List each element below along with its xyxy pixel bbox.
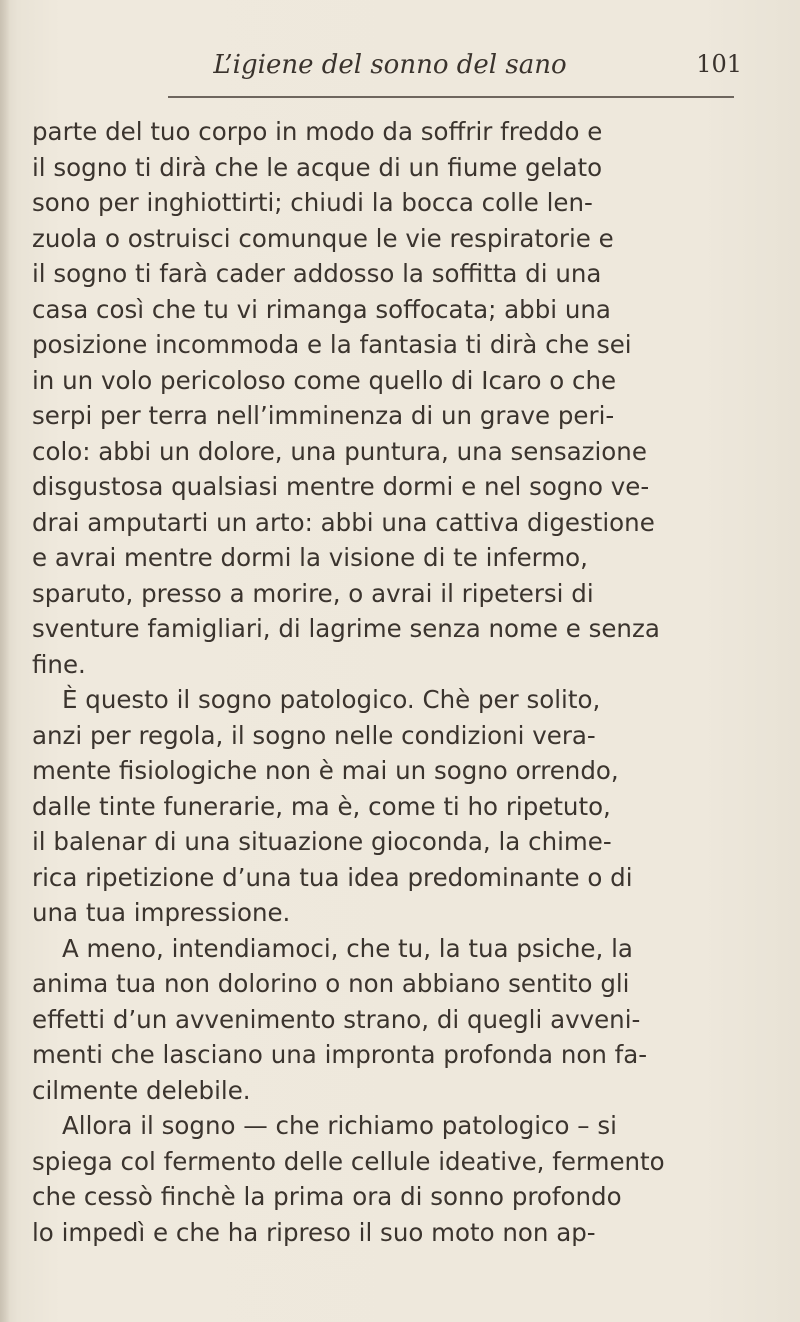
text-line: drai amputarti un arto: abbi una cattiva digestione <box>32 507 655 537</box>
text-line: disgustosa qualsiasi mentre dormi e nel sogno ve- <box>32 472 650 501</box>
text-line: il sogno ti dirà che le acque di un fiume gelato <box>32 152 603 182</box>
text-line: mente fisiologiche non è mai un sogno orrendo, <box>32 756 619 785</box>
text-line: sventure famigliari, di lagrime senza nome e senza <box>32 614 660 643</box>
text-line: il balenar di una situazione gioconda, la chime- <box>32 827 612 856</box>
text-line: anzi per regola, il sogno nelle condizioni vera- <box>32 720 596 750</box>
text-line: fine. <box>32 649 86 679</box>
text-line: rica ripetizione d’una tua idea predominante o di <box>32 862 633 892</box>
text-line: posizione incommoda e la fantasia ti dirà che sei <box>32 330 632 359</box>
text-line: sparuto, presso a morire, o avrai il ripetersi di <box>32 578 594 608</box>
running-title: L’igiene del sonno del sano <box>213 50 567 80</box>
text-line: spiega col fermento delle cellule ideative, fermento <box>32 1146 665 1176</box>
text-line: una tua impressione. <box>32 898 291 927</box>
text-line: sono per inghiottirti; chiudi la bocca colle len- <box>32 188 593 217</box>
text-line: menti che lasciano una impronta profonda non fa- <box>32 1040 648 1069</box>
text-line: dalle tinte funerarie, ma è, come ti ho ripetuto, <box>32 791 611 821</box>
header-rule <box>168 96 734 98</box>
gutter-shadow <box>0 0 10 1322</box>
body-text <box>32 114 792 1250</box>
text-line: il sogno ti farà cader addosso la soffitta di una <box>32 259 602 288</box>
text-line: effetti d’un avvenimento strano, di quegli avveni- <box>32 1004 641 1034</box>
page-number: 101 <box>696 50 742 78</box>
paragraph-start-line: Allora il sogno — che richiamo patologico – si <box>62 1111 617 1140</box>
page-header <box>0 0 800 100</box>
text-line: colo: abbi un dolore, una puntura, una sensazione <box>32 436 647 466</box>
text-line: anima tua non dolorino o non abbiano sentito gli <box>32 969 630 998</box>
text-line: serpi per terra nell’imminenza di un grave peri- <box>32 401 615 430</box>
text-line: lo impedì e che ha ripreso il suo moto non ap- <box>32 1217 596 1247</box>
paragraph-start-line: A meno, intendiamoci, che tu, la tua psiche, la <box>62 933 633 963</box>
text-line: e avrai mentre dormi la visione di te infermo, <box>32 543 588 572</box>
paragraph-start-line: È questo il sogno patologico. Chè per solito, <box>62 685 601 714</box>
text-line: che cessò finchè la prima ora di sonno profondo <box>32 1182 622 1211</box>
text-line: in un volo pericoloso come quello di Icaro o che <box>32 365 617 395</box>
text-line: zuola o ostruisci comunque le vie respiratorie e <box>32 223 614 253</box>
text-line: casa così che tu vi rimanga soffocata; abbi una <box>32 294 611 324</box>
text-line: cilmente delebile. <box>32 1075 251 1105</box>
text-line: parte del tuo corpo in modo da soffrir freddo e <box>32 117 603 146</box>
